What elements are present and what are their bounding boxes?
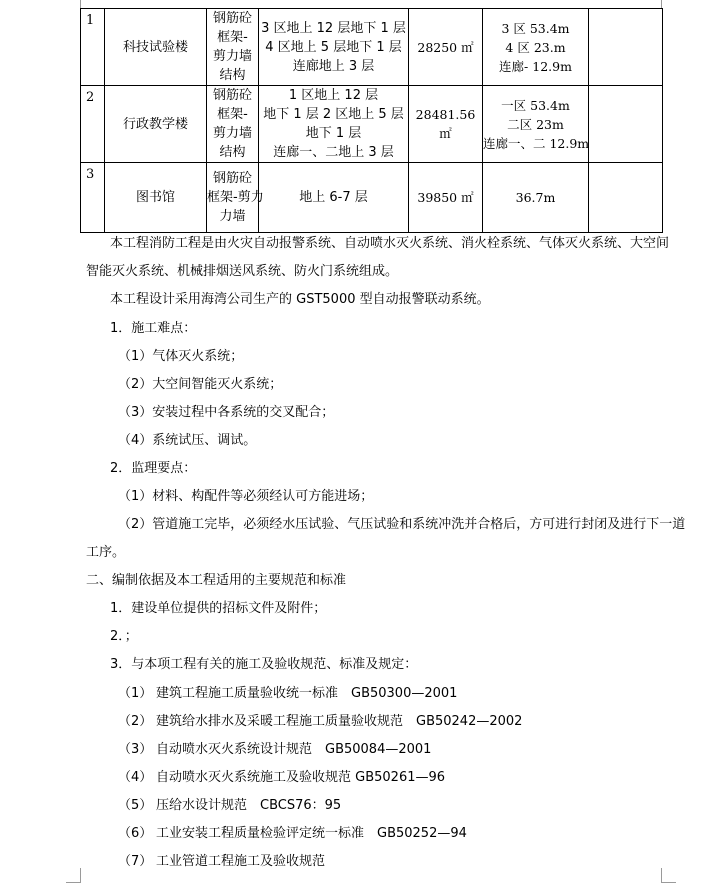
row-number: 2 (81, 86, 105, 163)
difficulty-item: （1）气体灭火系统； (118, 349, 244, 364)
standard-item: （4） 自动喷水灭火系统施工及验收规范 GB50261—96 (118, 770, 446, 785)
page-corner-mark (66, 868, 81, 883)
building-name: 科技试验楼 (105, 9, 207, 86)
standard-item: （2） 建筑给水排水及采暖工程施工质量验收规范 GB50242—2002 (118, 714, 523, 729)
design-paragraph: 本工程设计采用海湾公司生产的 GST5000 型自动报警联动系统。 (110, 292, 490, 307)
building-table (80, 8, 663, 233)
structure-cell: 钢筋砼 框架-剪力 力墙 (207, 163, 259, 233)
difficulty-heading: 1．施工难点： (110, 321, 197, 336)
page-corner-mark (661, 868, 676, 883)
page-corner-mark (66, 0, 81, 8)
area-cell: 28481.56 ㎡ (409, 86, 483, 163)
section-heading: 二、编制依据及本工程适用的主要规范和标准 (86, 573, 347, 588)
table-row (81, 163, 663, 233)
floors-cell: 地上 6-7 层 (259, 163, 409, 233)
difficulty-item: （2）大空间智能灭火系统； (118, 377, 283, 392)
height-cell: 36.7m (483, 163, 589, 233)
difficulty-item: （4）系统试压、调试。 (118, 433, 257, 448)
building-name: 图书馆 (105, 163, 207, 233)
structure-cell: 钢筋砼 框架- 剪力墙 结构 (207, 86, 259, 163)
table-row (81, 86, 663, 163)
area-cell: 28250 ㎡ (409, 9, 483, 86)
building-name: 行政教学楼 (105, 86, 207, 163)
extra-cell (589, 163, 663, 233)
height-cell: 3 区 53.4m 4 区 23.m 连廊- 12.9m (483, 9, 589, 86)
table-row (81, 9, 663, 86)
height-cell: 一区 53.4m 二区 23m 连廊一、二 12.9m (483, 86, 589, 163)
basis-item: 2．； (110, 629, 138, 644)
basis-item: 3．与本项工程有关的施工及验收规范、标准及规定： (110, 657, 418, 672)
intro-paragraph-line: 智能灭火系统、机械排烟送风系统、防火门系统组成。 (86, 264, 399, 279)
structure-cell: 钢筋砼 框架- 剪力墙 结构 (207, 9, 259, 86)
difficulty-item: （3）安装过程中各系统的交叉配合； (118, 405, 335, 420)
intro-paragraph-line: 本工程消防工程是由火灾自动报警系统、自动喷水灭火系统、消火栓系统、气体灭火系统、大空间 (110, 236, 670, 251)
standard-item: （1） 建筑工程施工质量验收统一标准 GB50300—2001 (118, 686, 458, 701)
standard-item: （3） 自动喷水灭火系统设计规范 GB50084—2001 (118, 742, 432, 757)
page-corner-mark (661, 0, 676, 8)
row-number: 1 (81, 9, 105, 86)
extra-cell (589, 86, 663, 163)
standard-item: （6） 工业安装工程质量检验评定统一标准 GB50252—94 (118, 826, 467, 841)
row-number: 3 (81, 163, 105, 233)
floors-cell: 1 区地上 12 层 地下 1 层 2 区地上 5 层 地下 1 层 连廊一、二地上 3 层 (259, 86, 409, 163)
supervision-item: （1）材料、构配件等必须经认可方能进场； (118, 489, 374, 504)
floors-cell: 3 区地上 12 层地下 1 层 4 区地上 5 层地下 1 层 连廊地上 3 层 (259, 9, 409, 86)
supervision-item: （2）管道施工完毕，必须经水压试验、气压试验和系统冲洗并合格后，方可进行封闭及进行下一道 (118, 517, 686, 532)
extra-cell (589, 9, 663, 86)
basis-item: 1．建设单位提供的招标文件及附件； (110, 601, 327, 616)
supervision-heading: 2．监理要点： (110, 461, 197, 476)
area-cell: 39850 ㎡ (409, 163, 483, 233)
standard-item: （5） 压给水设计规范 CBCS76：95 (118, 798, 342, 813)
standard-item: （7） 工业管道工程施工及验收规范 (118, 854, 326, 869)
supervision-item-continued: 工序。 (86, 545, 126, 560)
